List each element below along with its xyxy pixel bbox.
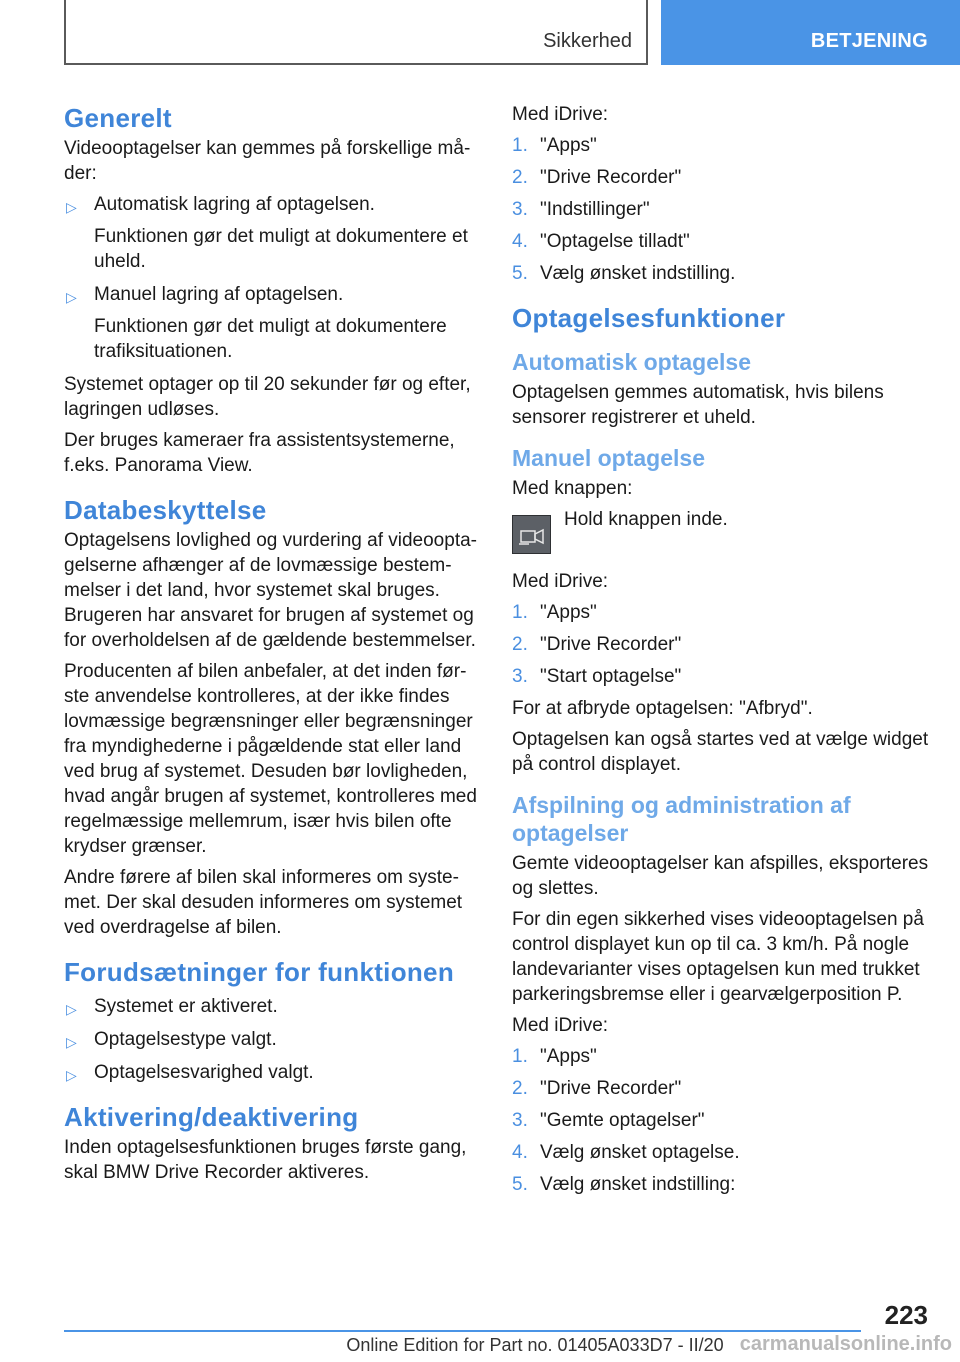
- step-text: "Start optagelse": [540, 666, 682, 687]
- step-text: "Drive Recorder": [540, 1078, 682, 1099]
- idrive-steps-manual: [512, 600, 932, 689]
- afspilning-p1: Gemte videooptagelser kan afspilles, eksporteres og slettes.: [512, 853, 929, 899]
- list-item: [512, 261, 932, 286]
- list-item: [512, 229, 932, 254]
- aktivering-p1: Inden optagelsesfunktionen bruges første gang, skal BMW Drive Recorder aktiveres.: [64, 1137, 467, 1183]
- databeskyttelse-p1: Optagelsens lovlighed og vurdering af videooptagelserne afhænger af de lovmæssige bestemmelser i det land, hvor systemet skal bruges. Brugeren har ansvaret for brugen af systemet og for overholdelsen af de gældende bestemmelser.: [64, 530, 477, 651]
- heading-databeskyttelse: Databeskyttelse: [64, 495, 267, 525]
- list-item-label: Systemet er aktiveret.: [94, 996, 278, 1017]
- bullet-triangle-icon: ▷: [66, 1034, 77, 1050]
- step-number: 1.: [512, 602, 528, 623]
- step-number: 1.: [512, 1046, 528, 1067]
- med-idrive-label: Med iDrive:: [512, 571, 609, 592]
- med-knappen-label: Med knappen:: [512, 478, 633, 499]
- list-item-desc: Funktionen gør det muligt at dokumentere trafiksituationen.: [94, 316, 447, 362]
- afspilning-p2: For din egen sikkerhed vises videooptagelsen på control displayet kun op til ca. 3 km/h. På nogle landevarianter vises optagelsen kun med trukket parkeringsbremse eller i gearvælgerposition P.: [512, 909, 924, 1005]
- list-item: [512, 664, 932, 689]
- step-text: "Drive Recorder": [540, 634, 682, 655]
- forudsaetninger-list: [64, 994, 480, 1085]
- automatisk-p1: Optagelsen gemmes automatisk, hvis bilens sensorer registrerer et uheld.: [512, 382, 884, 428]
- step-number: 3.: [512, 199, 528, 220]
- drive-recorder-button-icon: [512, 515, 551, 554]
- list-item-label: Optagelsestype valgt.: [94, 1029, 277, 1050]
- button-instruction: [512, 507, 932, 557]
- heading-aktivering: Aktivering/deaktivering: [64, 1102, 359, 1132]
- step-text: "Apps": [540, 1046, 597, 1067]
- list-item: [64, 994, 480, 1019]
- header-section-title: Sikkerhed: [543, 30, 632, 52]
- header-chapter-tab: [661, 0, 960, 65]
- idrive-steps-settings: [512, 133, 932, 286]
- step-number: 5.: [512, 1174, 528, 1195]
- generelt-p2: Der bruges kameraer fra assistentsystemerne, f.eks. Panorama View.: [64, 430, 455, 476]
- step-number: 3.: [512, 1110, 528, 1131]
- footer-edition: Online Edition for Part no. 01405A033D7 - II/20: [346, 1335, 724, 1355]
- footer-divider: [64, 1330, 861, 1332]
- idrive-steps-playback: [512, 1044, 932, 1197]
- step-text: "Apps": [540, 602, 597, 623]
- list-item-label: Manuel lagring af optagelsen.: [94, 284, 344, 305]
- step-text: "Gemte optagelser": [540, 1110, 705, 1131]
- heading-automatisk-optagelse: Automatisk optagelse: [512, 349, 751, 375]
- med-idrive-label: Med iDrive:: [512, 1015, 609, 1036]
- watermark: carmanualsonline.info: [739, 1333, 952, 1355]
- list-item: [512, 1108, 932, 1133]
- page-number: 223: [884, 1300, 928, 1330]
- databeskyttelse-p2: Producenten af bilen anbefaler, at det inden første anvendelse kontrolleres, at der ikke findes lovmæssige begrænsninger eller begrænsninger fra myndighederne i pågældende stat eller land ved brug af systemet. Desuden bør lovligheden, hvad angår brugen af systemet, kontrolleres med regelmæssige mellemrum, især hvis bilen ofte krydser grænser.: [64, 661, 477, 857]
- step-text: "Drive Recorder": [540, 167, 682, 188]
- heading-forudsaetninger: Forudsætninger for funktionen: [64, 957, 455, 987]
- list-item-label: Automatisk lagring af optagelsen.: [94, 194, 375, 215]
- step-text: "Apps": [540, 135, 597, 156]
- step-text: "Indstillinger": [540, 199, 650, 220]
- bullet-triangle-icon: ▷: [66, 1001, 77, 1017]
- list-item: [64, 192, 480, 274]
- heading-optagelsesfunktioner: Optagelsesfunktioner: [512, 303, 786, 333]
- step-number: 2.: [512, 1078, 528, 1099]
- databeskyttelse-p3: Andre førere af bilen skal informeres om systemet. Der skal desuden informeres om systemet ved overdragelse af bilen.: [64, 867, 463, 938]
- bullet-triangle-icon: ▷: [66, 289, 77, 305]
- step-number: 2.: [512, 167, 528, 188]
- list-item: [64, 282, 480, 364]
- list-item: [64, 1060, 480, 1085]
- step-number: 4.: [512, 1142, 528, 1163]
- bullet-triangle-icon: ▷: [66, 199, 77, 215]
- list-item: [64, 1027, 480, 1052]
- list-item-desc: Funktionen gør det muligt at dokumentere et uheld.: [94, 226, 468, 272]
- list-item: [512, 600, 932, 625]
- list-item: [512, 1076, 932, 1101]
- med-idrive-label: Med iDrive:: [512, 104, 609, 125]
- list-item: [512, 1172, 932, 1197]
- step-text: Vælg ønsket optagelse.: [540, 1142, 740, 1163]
- step-number: 5.: [512, 263, 528, 284]
- header-chapter-title: BETJENING: [810, 30, 928, 52]
- step-number: 2.: [512, 634, 528, 655]
- heading-manuel-optagelse: Manuel optagelse: [512, 445, 705, 471]
- list-item: [512, 133, 932, 158]
- heading-generelt: Generelt: [64, 103, 172, 133]
- list-item: [512, 197, 932, 222]
- generelt-intro: Videooptagelser kan gemmes på forskellige måder:: [64, 138, 471, 184]
- manuel-p1: For at afbryde optagelsen: "Afbryd".: [512, 698, 813, 719]
- hold-button-text: Hold knappen inde.: [564, 509, 728, 530]
- step-number: 1.: [512, 135, 528, 156]
- heading-afspilning: Afspilning og administration af optagelser: [512, 792, 851, 846]
- step-number: 3.: [512, 666, 528, 687]
- manuel-p2: Optagelsen kan også startes ved at vælge widget på control displayet.: [512, 729, 929, 775]
- step-text: Vælg ønsket indstilling:: [540, 1174, 736, 1195]
- right-column: [512, 102, 932, 1204]
- step-number: 4.: [512, 231, 528, 252]
- list-item: [512, 165, 932, 190]
- header-section-box: [64, 0, 648, 65]
- left-column: [64, 102, 480, 1191]
- step-text: Vælg ønsket indstilling.: [540, 263, 736, 284]
- generelt-list: [64, 192, 480, 364]
- step-text: "Optagelse tilladt": [540, 231, 690, 252]
- list-item-label: Optagelsesvarighed valgt.: [94, 1062, 314, 1083]
- generelt-p1: Systemet optager op til 20 sekunder før og efter, lagringen udløses.: [64, 374, 471, 420]
- list-item: [512, 1044, 932, 1069]
- list-item: [512, 1140, 932, 1165]
- bullet-triangle-icon: ▷: [66, 1067, 77, 1083]
- list-item: [512, 632, 932, 657]
